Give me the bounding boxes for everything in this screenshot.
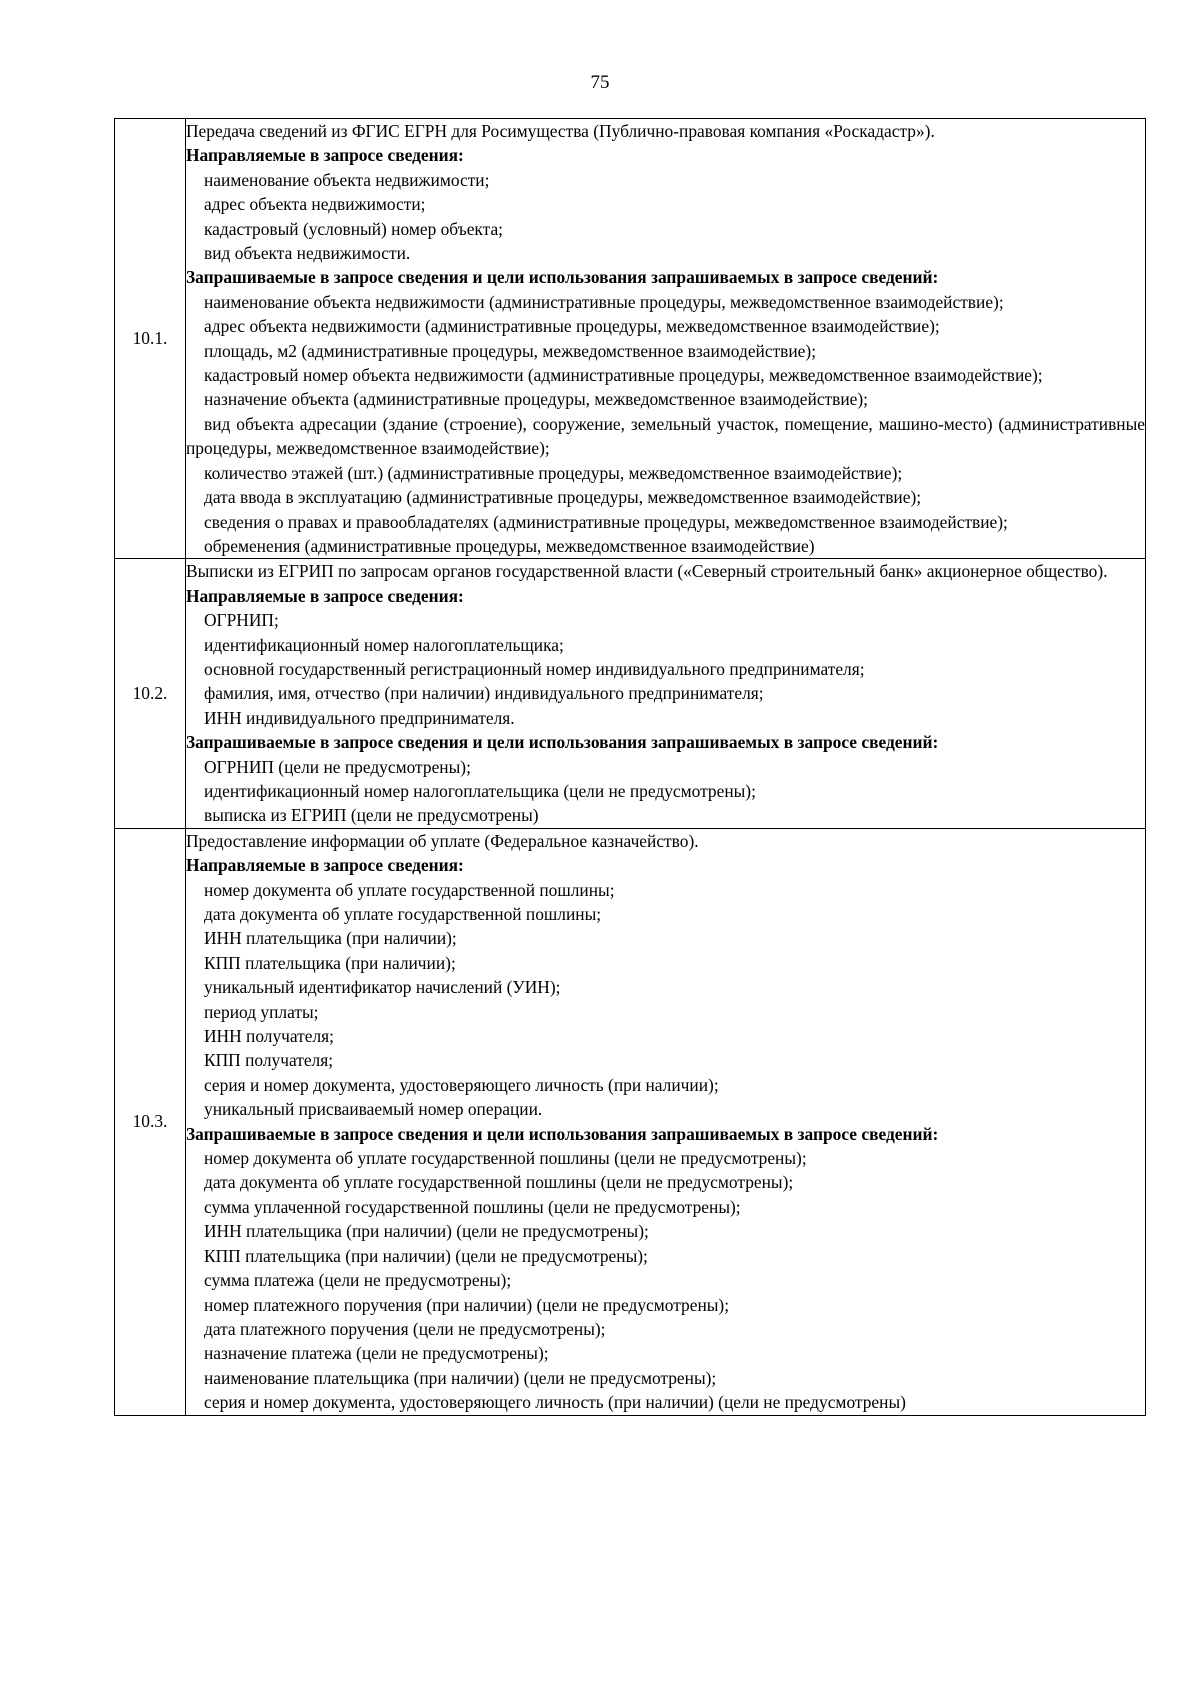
content-line: дата документа об уплате государственной пошлины (цели не предусмотрены); [204,1172,794,1193]
content-line: серия и номер документа, удостоверяющего личность (при наличии); [204,1074,719,1095]
content-line: наименование объекта недвижимости; [204,169,490,190]
row-content [186,828,1146,1415]
content-line: наименование плательщика (при наличии) (цели не предусмотрены); [204,1367,717,1388]
content-line: назначение объекта (административные процедуры, межведомственное взаимодействие); [204,389,869,410]
content-line: номер документа об уплате государственной пошлины (цели не предусмотрены); [204,1148,807,1169]
content-line: дата ввода в эксплуатацию (административные процедуры, межведомственное взаимодействие); [204,487,922,508]
content-line: ИНН плательщика (при наличии) (цели не предусмотрены); [204,1221,649,1242]
content-line: уникальный идентификатор начислений (УИН); [204,977,561,998]
section-heading: Направляемые в запросе сведения: [186,145,464,166]
content-line: дата документа об уплате государственной пошлины; [204,904,602,924]
row-content [186,119,1146,559]
content-line: фамилия, имя, отчество (при наличии) индивидуального предпринимателя; [204,683,764,704]
content-line: сумма уплаченной государственной пошлины (цели не предусмотрены); [204,1196,741,1217]
requirements-table [114,118,1146,1416]
content-line: номер документа об уплате государственной пошлины; [204,879,615,900]
content-line: КПП плательщика (при наличии); [204,952,456,973]
content-line: адрес объекта недвижимости; [204,194,426,215]
table-row [115,119,1146,559]
content-line: Передача сведений из ФГИС ЕГРН для Росимущества (Публично-правовая компания «Роскадастр»). [186,121,935,141]
table-body [115,119,1146,1416]
content-line: обременения (административные процедуры, межведомственное взаимодействие) [204,535,815,556]
content-line: Предоставление информации об уплате (Федеральное казначейство). [186,830,699,851]
content-line: назначение платежа (цели не предусмотрены); [204,1343,549,1364]
content-line: наименование объекта недвижимости (административные процедуры, межведомственное взаимодействие); [204,291,1004,312]
content-line: количество этажей (шт.) (административные процедуры, межведомственное взаимодействие); [204,462,903,483]
content-line: сумма платежа (цели не предусмотрены); [204,1270,512,1291]
content-line: КПП получателя; [204,1050,334,1071]
content-line: период уплаты; [204,1001,319,1022]
section-heading: Направляемые в запросе сведения: [186,585,464,606]
content-line: кадастровый номер объекта недвижимости (административные процедуры, межведомственное взаимодействие); [204,365,1043,386]
content-line: идентификационный номер налогоплательщика; [204,634,564,655]
table-row [115,559,1146,828]
row-number: 10.1. [115,119,186,559]
content-line: уникальный присваиваемый номер операции. [204,1099,543,1120]
content-line: вид объекта адресации (здание (строение), сооружение, земельный участок, помещение, машино-место) (административные процедуры, межведомственное взаимодействие); [186,413,1145,459]
content-line: ИНН получателя; [204,1026,335,1047]
content-line: площадь, м2 (административные процедуры, межведомственное взаимодействие); [204,340,817,361]
row-content [186,559,1146,828]
content-line: ИНН плательщика (при наличии); [204,928,457,949]
section-heading: Запрашиваемые в запросе сведения и цели использования запрашиваемых в запросе сведений: [186,1123,939,1144]
section-heading: Запрашиваемые в запросе сведения и цели использования запрашиваемых в запросе сведений: [186,732,939,753]
content-line: КПП плательщика (при наличии) (цели не предусмотрены); [204,1245,648,1266]
content-line: выписка из ЕГРИП (цели не предусмотрены) [204,805,539,826]
content-line: серия и номер документа, удостоверяющего личность (при наличии) (цели не предусмотрены) [204,1392,906,1413]
row-number: 10.3. [115,828,186,1415]
content-line: кадастровый (условный) номер объекта; [204,218,504,239]
content-line: ОГРНИП (цели не предусмотрены); [204,756,471,777]
content-line: номер платежного поручения (при наличии) (цели не предусмотрены); [204,1294,730,1315]
content-line: вид объекта недвижимости. [204,243,411,264]
content-line: ИНН индивидуального предпринимателя. [204,707,515,728]
content-line: идентификационный номер налогоплательщика (цели не предусмотрены); [204,780,756,801]
content-line: адрес объекта недвижимости (административные процедуры, межведомственное взаимодействие); [204,316,940,337]
content-line: основной государственный регистрационный номер индивидуального предпринимателя; [204,658,865,679]
table-row [115,828,1146,1415]
section-heading: Запрашиваемые в запросе сведения и цели использования запрашиваемых в запросе сведений: [186,267,939,288]
page-number: 75 [590,72,610,93]
content-line: ОГРНИП; [204,610,279,631]
row-number: 10.2. [115,559,186,828]
content-line: Выписки из ЕГРИП по запросам органов государственной власти («Северный строительный банк» акционерное общество). [186,561,1108,582]
section-heading: Направляемые в запросе сведения: [186,855,464,876]
content-line: сведения о правах и правообладателях (административные процедуры, межведомственное взаимодействие); [204,511,1008,532]
content-line: дата платежного поручения (цели не предусмотрены); [204,1318,606,1339]
